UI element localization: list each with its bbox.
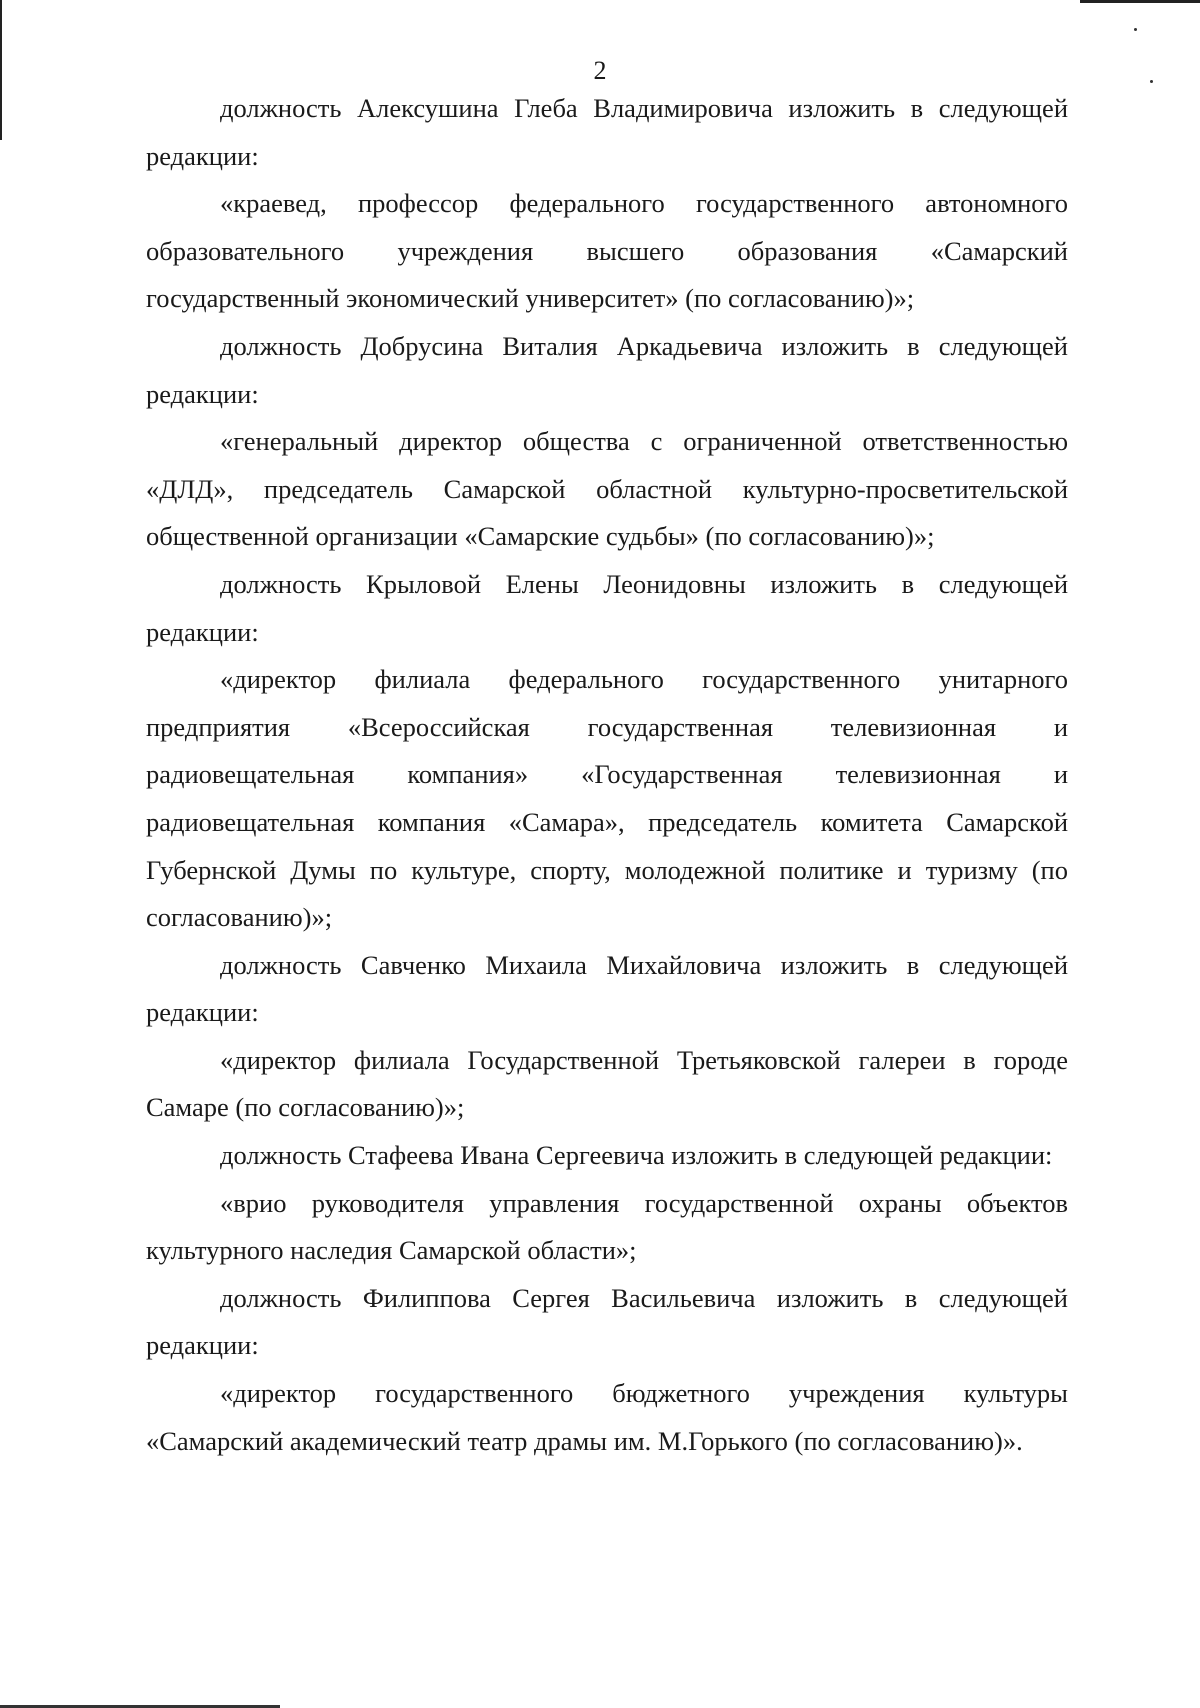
document-body <box>146 85 1068 1465</box>
paragraph: должность Алексушина Глеба Владимировича изложить в следующей редакции: <box>146 93 1068 171</box>
paragraph: должность Стафеева Ивана Сергеевича изложить в следующей редакции: <box>220 1140 1053 1171</box>
scan-speck <box>1134 28 1137 31</box>
paragraph: должность Филиппова Сергея Васильевича изложить в следующей редакции: <box>146 1282 1068 1361</box>
page-number: 2 <box>593 56 607 85</box>
scan-edge-top <box>1080 0 1200 3</box>
paragraph: «директор филиала федерального государственного унитарного предприятия «Всероссийская государственная телевизионная и радиовещательная компания» «Государственная телевизионная и радиовещательная компания «Самара», председатель комитета Самарской Губернской Думы по культуре, спорту, молодежной политике и туризму (по согласованию)»; <box>146 664 1068 933</box>
paragraph: должность Крыловой Елены Леонидовны изложить в следующей редакции: <box>146 568 1068 647</box>
paragraph: «краевед, профессор федерального государственного автономного образовательного учреждения высшего образования «Самарский государственный экономический университет» (по согласованию)»; <box>146 188 1068 314</box>
paragraph: «директор государственного бюджетного учреждения культуры «Самарский академический театр драмы им. М.Горького (по согласованию)». <box>146 1378 1068 1456</box>
paragraph: «директор филиала Государственной Третьяковской галереи в городе Самаре (по согласованию)»; <box>146 1044 1068 1123</box>
paragraph: должность Савченко Михаила Михайловича изложить в следующей редакции: <box>146 949 1068 1028</box>
paragraph: должность Добрусина Виталия Аркадьевича изложить в следующей редакции: <box>146 330 1068 409</box>
paragraph: «генеральный директор общества с ограниченной ответственностью «ДЛД», председатель Самарской областной культурно-просветительской общественной организации «Самарские судьбы» (по согласованию)»; <box>146 426 1068 552</box>
paragraph: «врио руководителя управления государственной охраны объектов культурного наследия Самарской области»; <box>146 1187 1068 1266</box>
